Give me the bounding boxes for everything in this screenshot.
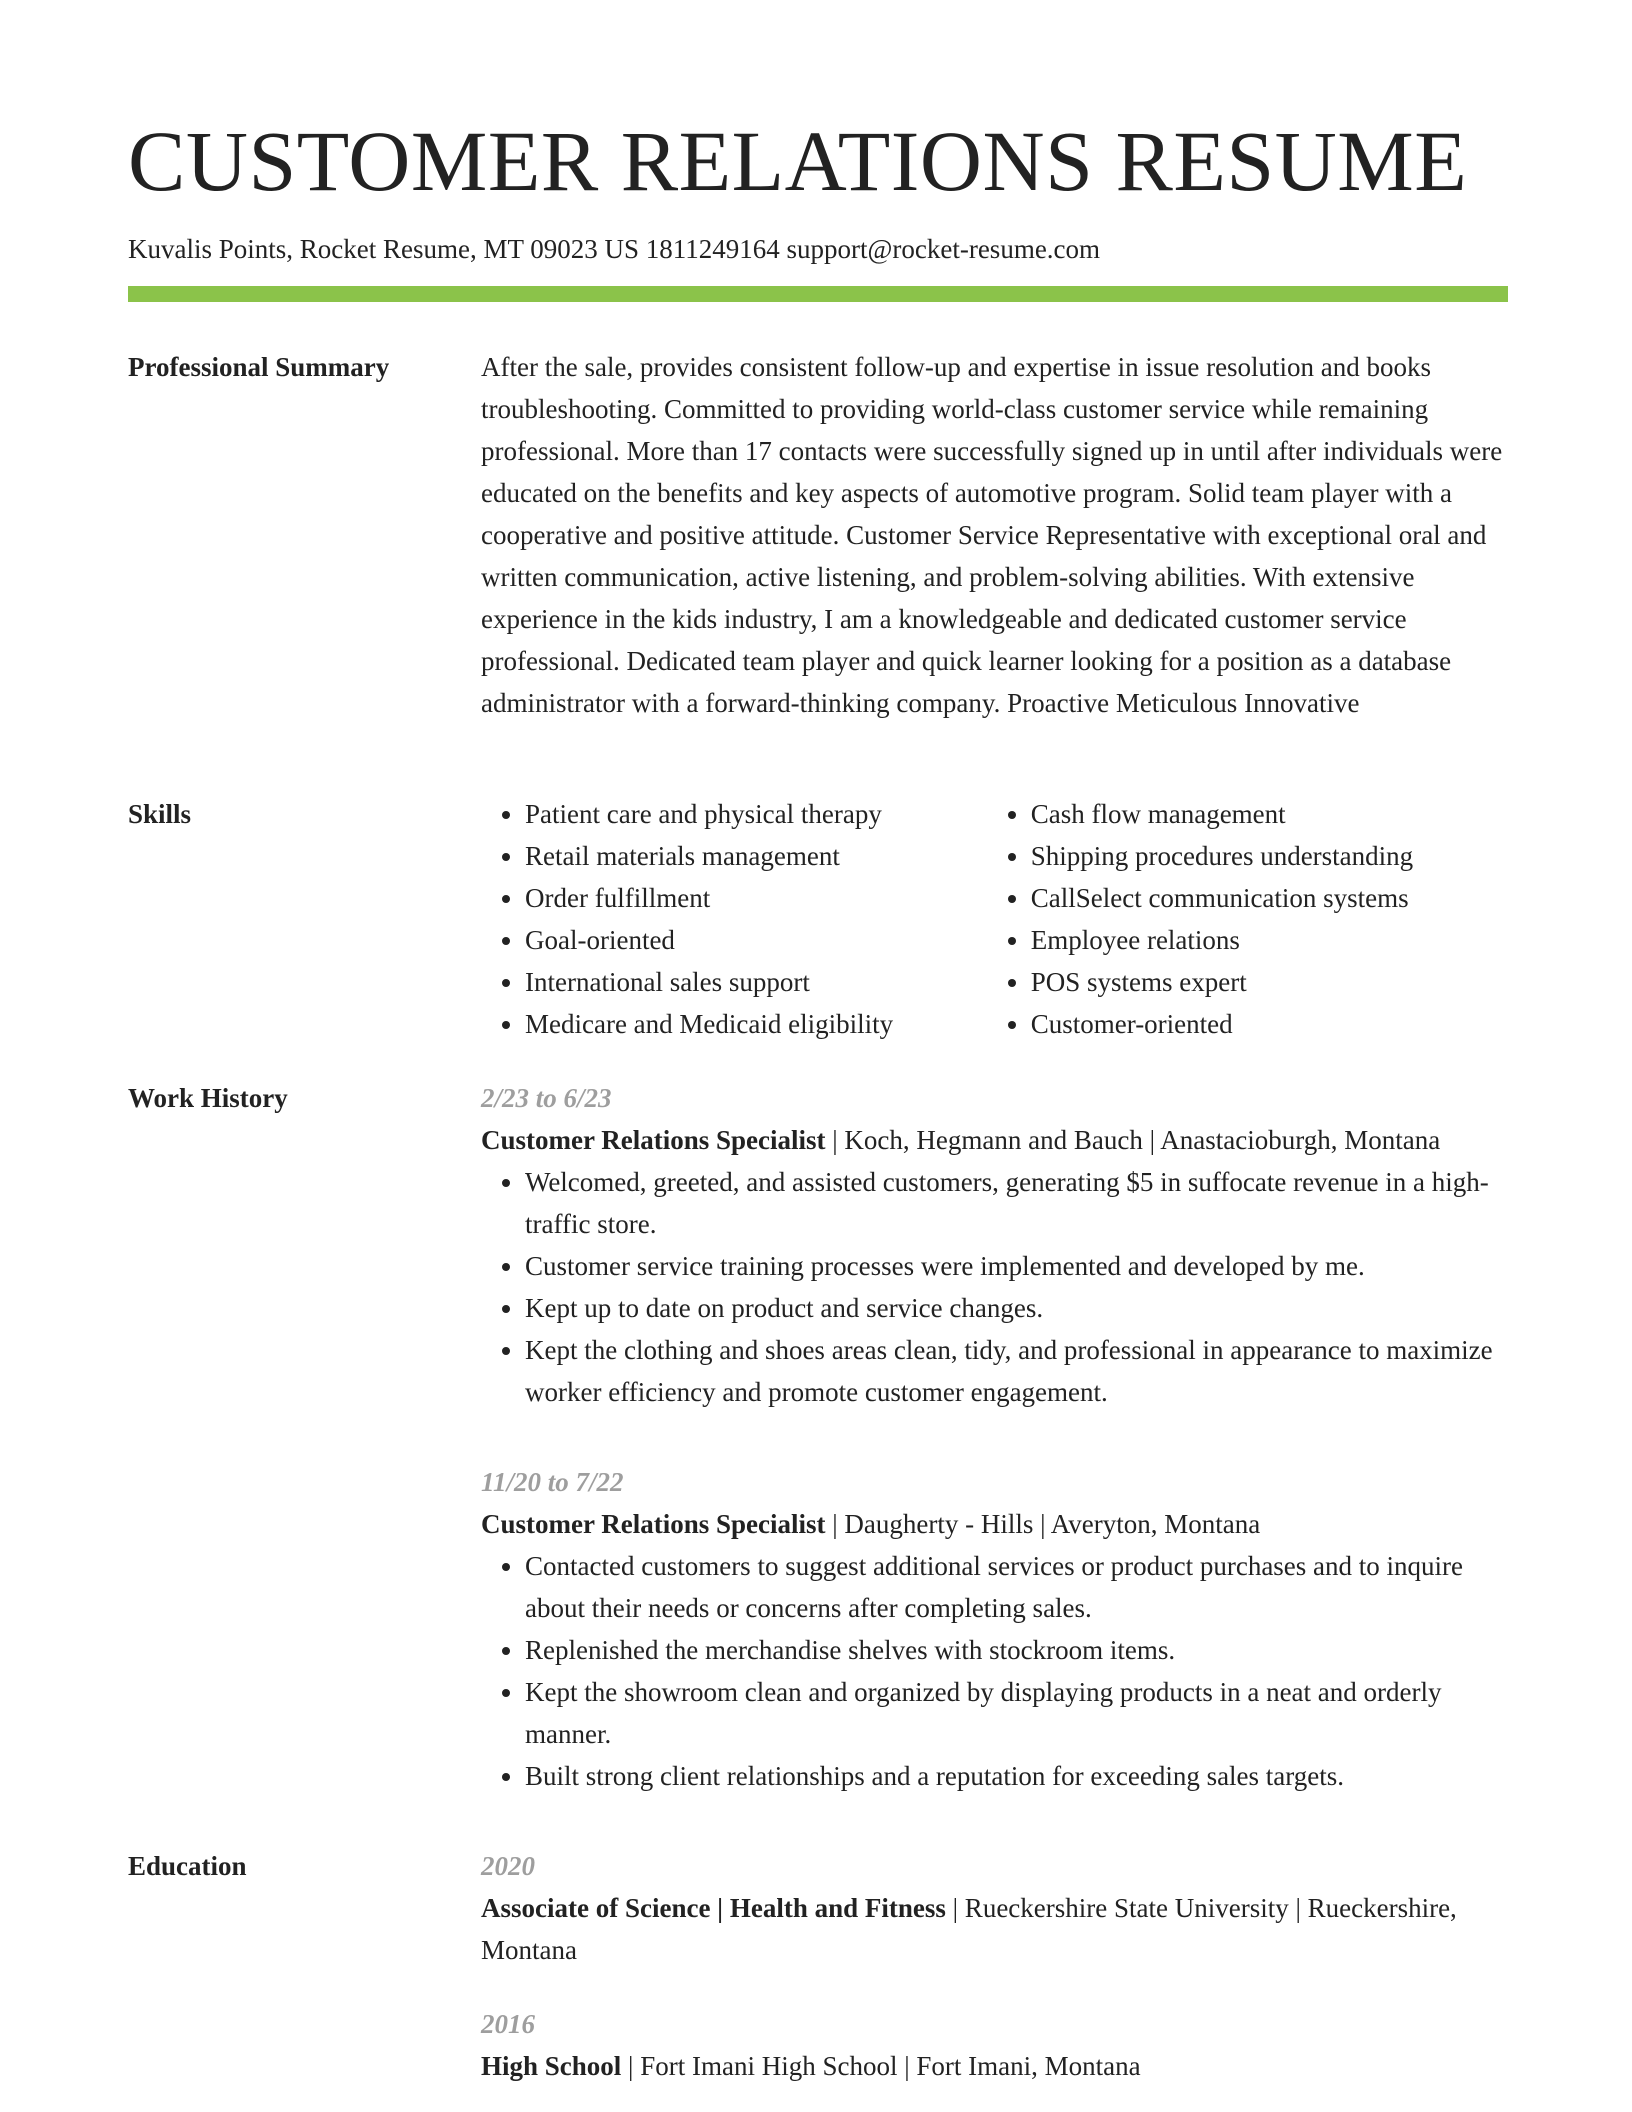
job-dates: 11/20 to 7/22: [481, 1467, 624, 1497]
education-degree: Associate of Science | Health and Fitness: [481, 1893, 946, 1923]
education-heading: Education: [128, 1851, 247, 1881]
skill-item: • Employee relations: [1031, 919, 1508, 961]
job-details: | Daugherty - Hills | Averyton, Montana: [825, 1509, 1261, 1539]
job-bullet: • Replenished the merchandise shelves with stockroom items.: [525, 1629, 1508, 1671]
skill-item: • Goal-oriented: [525, 919, 987, 961]
job-bullets: [481, 1161, 1508, 1413]
job-title: Customer Relations Specialist: [481, 1125, 826, 1155]
education-degree: High School: [481, 2051, 622, 2081]
contact-email: support@rocket-resume.com: [786, 234, 1101, 264]
job-bullets: [481, 1545, 1508, 1797]
education-details: | Fort Imani High School | Fort Imani, Montana: [621, 2051, 1141, 2081]
work-history-section: [481, 1077, 1508, 1827]
education-section: [481, 1845, 1508, 2105]
job-bullet: • Welcomed, greeted, and assisted customers, generating $5 in suffocate revenue in a high-traffic store.: [525, 1161, 1508, 1245]
skill-item: • Shipping procedures understanding: [1031, 835, 1508, 877]
skill-item: • Order fulfillment: [525, 877, 987, 919]
job-entry: [481, 1077, 1508, 1413]
contact-line: [128, 233, 1100, 265]
skill-item: • International sales support: [525, 961, 987, 1003]
skill-item: • POS systems expert: [1031, 961, 1508, 1003]
job-entry: [481, 1461, 1508, 1797]
summary-text: After the sale, provides consistent follow-up and expertise in issue resolution and books troubleshooting. Committed to providing world-class customer service while remaining professional. More than 17 contacts were successfully signed up in until after individuals were educated on the benefits and key aspects of automotive program. Solid team player with a cooperative and positive attitude. Customer Service Representative with exceptional oral and written communication, active listening, and problem-solving abilities. With extensive experience in the kids industry, I am a knowledgeable and dedicated customer service professional. Dedicated team player and quick learner looking for a position as a database administrator with a forward-thinking company. Proactive Meticulous Innovative: [481, 352, 1503, 718]
skill-item: • CallSelect communication systems: [1031, 877, 1508, 919]
job-dates: 2/23 to 6/23: [481, 1083, 612, 1113]
education-entry: [481, 1845, 1508, 1971]
education-year: 2020: [481, 1851, 535, 1881]
education-details: | Rueckershire State University | Rueckershire, Montana: [481, 1893, 1457, 1965]
education-heading-line: [481, 1887, 1508, 1971]
job-heading: [481, 1503, 1508, 1545]
job-bullet: • Kept the showroom clean and organized by displaying products in a neat and orderly manner.: [525, 1671, 1508, 1755]
education-entry: [481, 2003, 1508, 2087]
skills-heading: Skills: [128, 799, 192, 829]
contact-phone: 1811249164: [645, 234, 780, 264]
education-heading-line: [481, 2045, 1508, 2087]
skill-item: • Medicare and Medicaid eligibility: [525, 1003, 987, 1045]
skills-list-right: [987, 793, 1508, 1045]
education-year: 2016: [481, 2009, 535, 2039]
summary-section: [481, 346, 1508, 724]
skills-section: [481, 793, 1508, 1045]
job-bullet: • Kept the clothing and shoes areas clean, tidy, and professional in appearance to maximize worker efficiency and promote customer engagement.: [525, 1329, 1508, 1413]
accent-divider: [128, 286, 1508, 302]
work-history-heading: Work History: [128, 1083, 288, 1113]
job-heading: [481, 1119, 1508, 1161]
skills-list-left: [481, 793, 987, 1045]
job-bullet: • Built strong client relationships and a reputation for exceeding sales targets.: [525, 1755, 1508, 1797]
job-bullet: • Customer service training processes were implemented and developed by me.: [525, 1245, 1508, 1287]
summary-heading: Professional Summary: [128, 352, 390, 382]
contact-address: Kuvalis Points, Rocket Resume, MT 09023 US: [128, 234, 640, 264]
skill-item: • Customer-oriented: [1031, 1003, 1508, 1045]
skill-item: • Cash flow management: [1031, 793, 1508, 835]
job-bullet: • Kept up to date on product and service changes.: [525, 1287, 1508, 1329]
job-title: Customer Relations Specialist: [481, 1509, 826, 1539]
job-details: | Koch, Hegmann and Bauch | Anastacioburgh, Montana: [825, 1125, 1441, 1155]
skill-item: • Retail materials management: [525, 835, 987, 877]
skill-item: • Patient care and physical therapy: [525, 793, 987, 835]
resume-title: CUSTOMER RELATIONS RESUME: [128, 113, 1468, 209]
job-bullet: • Contacted customers to suggest additional services or product purchases and to inquire about their needs or concerns after completing sales.: [525, 1545, 1508, 1629]
